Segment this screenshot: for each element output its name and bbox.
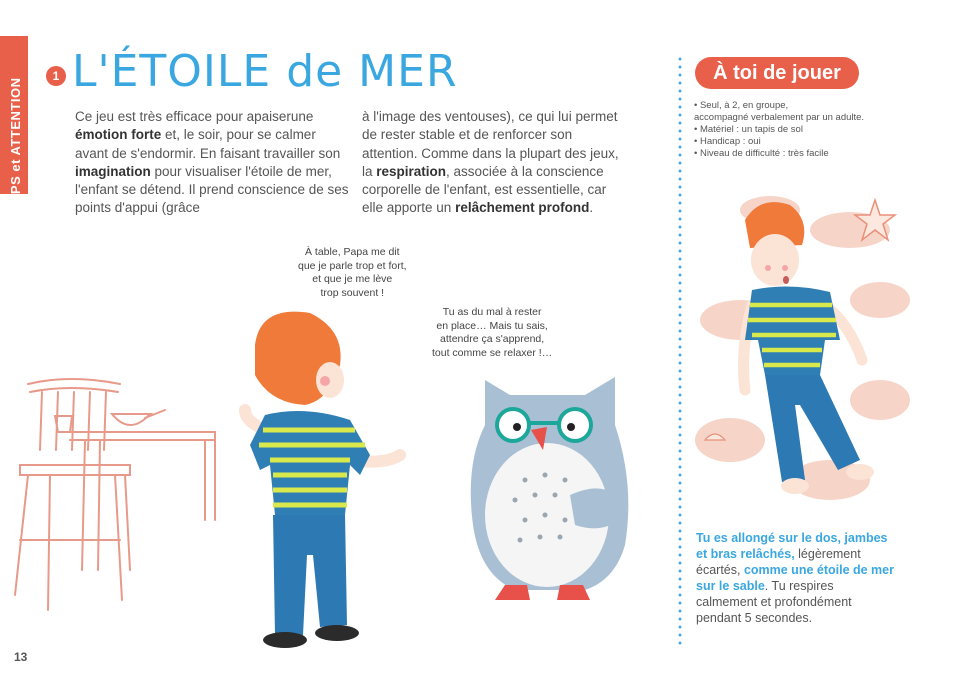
info-item: • Handicap : oui [694,136,761,147]
owl-illustration [465,365,635,605]
emphasis-text: respiration [376,163,447,179]
play-instructions: Tu es allongé sur le dos, jambes et bras relâchés, légèrement écartés, comme une étoile de mer sur le sable. Tu respires calmement et profondément pendant 5 secondes. [696,531,894,625]
column-divider [678,55,682,645]
info-item: • Matériel : un tapis de sol [694,124,803,135]
intro-column-2: à l'image des ventouses), ce qui lui permet de rester stable et de renforcer son attention. Comme dans la plupart des jeux, la respiration, associée à la conscience corporelle de l'enfant, est essentielle, car elle apporte un relâchement profond. [362,109,619,216]
play-section-title: À toi de jouer [695,57,859,89]
bubble-line: et que je me lève [312,273,393,285]
play-info-list [694,100,904,160]
bubble-line: en place… Mais tu sais, [436,319,548,332]
bubble-line: que je parle trop et fort, [298,259,407,272]
emphasis-text: comme une étoile de mer sur le sable [696,563,894,593]
boy-lying-illustration [690,190,920,510]
boy-speech-bubble [298,246,407,300]
owl-speech-bubble [432,306,552,360]
emphasis-text: relâchement profond [455,200,590,216]
emphasis-text: émotion forte [75,127,162,143]
bubble-line: Tu as du mal à rester [442,306,542,318]
emphasis-text: imagination [75,163,151,179]
bubble-line: À table, Papa me dit [305,246,400,258]
info-item: • Seul, à 2, en groupe, [694,100,789,111]
page-number: 13 [14,650,28,664]
info-item: • Niveau de difficulté : très facile [694,148,829,159]
intro-column-1: Ce jeu est très efficace pour apaiserune émotion forte et, le soir, pour se calmer avant de s'endormir. En faisant travailler son imagination pour visualiser l'étoile de mer, l'enfant se détend. Il prend conscience de ses points d'appui (grâce [75,109,349,216]
bubble-line: tout comme se relaxer !… [432,346,553,359]
info-item: accompagné verbalement par un adulte. [694,112,865,123]
emphasis-text: Tu es allongé sur le dos, jambes et bras relâchés, [696,531,888,561]
page-title: L'ÉTOILE de MER [72,46,458,97]
category-tab [0,36,28,225]
bubble-line: trop souvent ! [320,286,385,299]
category-label: CORPS et ATTENTION [8,77,23,225]
activity-number: 1 [46,66,66,86]
boy-illustration [225,305,415,650]
table-chair-illustration [10,370,225,630]
bubble-line: attendre ça s'apprend, [440,333,545,345]
